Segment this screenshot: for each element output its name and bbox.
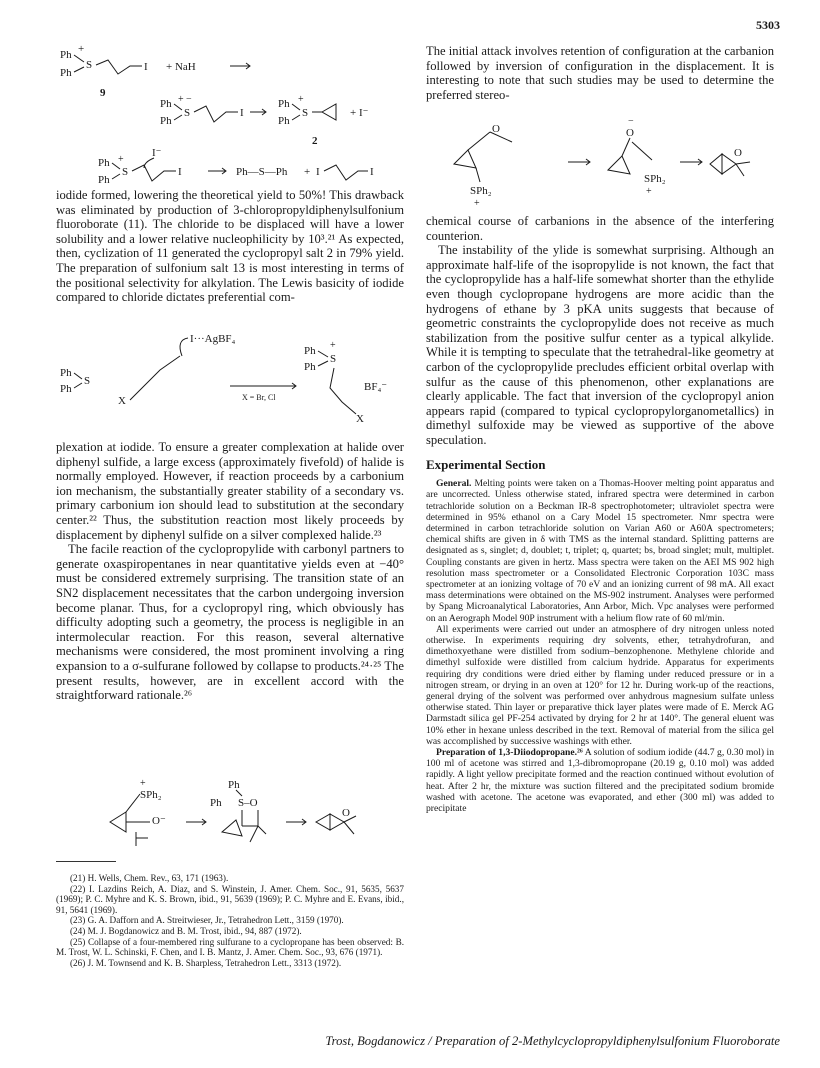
svg-text:I: I bbox=[240, 107, 244, 119]
svg-text:I: I bbox=[178, 166, 182, 178]
svg-text:+: + bbox=[178, 94, 184, 105]
svg-text:X: X bbox=[356, 413, 364, 425]
svg-text:SPh₂: SPh₂ bbox=[140, 789, 162, 801]
svg-text:S: S bbox=[84, 375, 91, 387]
svg-text:Ph: Ph bbox=[98, 174, 110, 186]
svg-text:Ph: Ph bbox=[60, 383, 72, 395]
svg-text:−: − bbox=[186, 94, 192, 105]
svg-text:Ph: Ph bbox=[160, 98, 172, 110]
footnote-rule bbox=[56, 861, 116, 862]
references bbox=[56, 873, 404, 968]
svg-text:X = Br, Cl: X = Br, Cl bbox=[242, 393, 276, 402]
right-paragraph-1: The initial attack involves retention of configuration at the carbanion followed by inversion of configuration in the displacement. It is interesting to note that such studies may be used to determine the preferred stereo- bbox=[426, 44, 774, 102]
svg-text:Ph: Ph bbox=[60, 367, 72, 379]
left-paragraph-2: plexation at iodide. To ensure a greater complexation at halide over diphenyl sulfide, a large excess (approximately fivefold) of halide is normally employed. However, if reaction proceeds by a carbonium ion mechanism, the substantially greater stability of a secondary vs. primary carbonium ion should lead to substitution at the secondary center.²² Thus, the substitution reaction most likely proceeds by displacement by diphenyl sulfide on a silver complexed halide.²³ The facile reaction of the cyclopropylide with carbonyl partners to generate oxaspiropentanes in near quantitative yields even at −40° must be considered extremely surprising. The transition state of an SN2 displacement necessitates that the carbon undergoing inversion become planar. Thus, for a cyclopropyl ring, which obviously has difficulty adopting such a geometry, the process is negligible in an intermolecular reaction. For this reason, several alternative mechanisms were considered, the most prominent involving a ring expansion to a σ-sulfurane followed by collapse to products.²⁴·²⁵ The present results, however, are in excellent accord with the straightforward rationale.²⁶ bbox=[56, 440, 404, 703]
svg-text:S: S bbox=[86, 59, 93, 71]
svg-text:BF₄⁻: BF₄⁻ bbox=[364, 381, 388, 393]
svg-text:+: + bbox=[646, 186, 652, 197]
right-paragraph-2: chemical course of carbanions in the absence of the interfering counterion. The instability of the ylide is somewhat surprising. Although an approximate half-life of the isopropylide is not known, the fact that the cyclopropylide has a half-life somewhat shorter than the ethylide even though cyclopropane hydrogens are more acidic than the hydrogens of ethane by 3 pKA units suggests that because of geometric constraints the cyclopropylide does not receive as much stabilization from the positive sulfur center as a typical alkylide. While it is tempting to speculate that the tetrahedral-like geometry at carbon of the cyclopropylide precludes efficient orbital overlap with sulfur as the cause of this phenomenon, other explanations are clearly applicable. The fact that inversion of the cyclopropyl anion appears rapid (compared to typical cyclopropylorganometallics) in dimethyl sulfoxide may be viewed as supportive of the above speculation. Experimental Section General. Melting points were taken on a Thomas-Hoover melting point apparatus and are uncorrected. Unless otherwise stated, infrared spectra were determined in carbon tetrachloride solution on a Beckman IR-8 spectrophotometer; ultraviolet spectra were determined in 95% ethanol on a Cary Model 15 spectrometer. Nmr spectra were determined in carbon tetrachloride solution on Varian A60 or A60A spectrometers; chemical shifts are given in δ with TMS as the internal standard. Splitting patterns are designated as s, singlet; d, doublet; t, triplet; q, quartet; bs, broad singlet; mult, multiplet. Coupling constants are given in hertz. Mass spectra were taken on the AEI MS 902 high resolution mass spectrometer or a Consolidated Electronic Corporation 103C mass spectrometer at an ionizing voltage of 70 eV and an ionizing current of 98 mA. All exact mass determinations were obtained on the MS-902 instrument. Analyses were performed by Spang Microanalytical Laboratories, Ann Arbor, Mich. Vpc analyses were performed on an Aerograph Model 90P instrument with a helium flow rate of 60 ml/min. All experiments were carried out under an atmosphere of dry nitrogen unless noted otherwise. In experiments requiring dry solvents, ether, tetrahydrofuran, and dimethoxyethane were distilled from sodium–benzophenone. Methylene chloride and dimethyl sulfoxide were distilled from calcium hydride. Apparatus for experiments requiring dry conditions were dried either by flaming under reduced pressure or in a nitrogen stream, or drying in an oven at 120° for 12 hr. During work-up of the reactions, general drying of the solvent was performed over anhydrous magnesium sulfate unless otherwise stated. Thin layer or preparative thick layer plates were made of E. Merck AG Darmstadt silica gel PF-254 activated by drying for 2 hr at 140°. The general eluent was 10% ether in hexane unless described in the text. Removal of material from the silica gel was accomplished by successive washings with ether. Preparation of 1,3-Diiodopropane.²⁶ A solution of sodium iodide (44.7 g, 0.30 mol) in 100 ml of acetone was stirred and 1,3-dibromopropane (20.19 g, 0.10 mol) was added rapidly. A light yellow precipitate formed and the reaction continued without evolution of heat. After 2 hr, the mixture was suction filtered and the precipitated sodium bromide washed with acetone. The acetone was evaporated, and ether (300 ml) was added to precipitate bbox=[426, 214, 774, 814]
svg-text:+: + bbox=[140, 778, 146, 789]
svg-text:O: O bbox=[626, 127, 634, 139]
svg-text:−: − bbox=[628, 116, 634, 127]
scheme-silver-complexation bbox=[60, 330, 400, 430]
svg-text:Ph: Ph bbox=[210, 797, 222, 809]
svg-text:Ph: Ph bbox=[278, 98, 290, 110]
svg-text:O: O bbox=[492, 123, 500, 135]
svg-text:Ph: Ph bbox=[228, 779, 240, 791]
svg-text:SPh₂: SPh₂ bbox=[644, 173, 666, 185]
svg-text:I: I bbox=[370, 166, 374, 178]
svg-text:+: + bbox=[330, 340, 336, 351]
svg-text:Ph: Ph bbox=[278, 115, 290, 127]
svg-text:Ph: Ph bbox=[304, 345, 316, 357]
svg-text:Ph: Ph bbox=[304, 361, 316, 373]
reference-23: (23) G. A. Dafforn and A. Streitwieser, Jr., Tetrahedron Lett., 3159 (1970). bbox=[70, 915, 344, 926]
page-number: 5303 bbox=[756, 18, 780, 32]
svg-text:O: O bbox=[342, 807, 350, 819]
reference-25: (25) Collapse of a four-membered ring sulfurane to a cyclopropane has been observed: B. M. Trost, W. L. Schinski, F. Chen, and I. B. Mantz, J. Amer. Chem. Soc., 93, 676 (1971). bbox=[56, 936, 404, 958]
svg-text:SPh₂: SPh₂ bbox=[470, 185, 492, 197]
svg-text:+ I⁻: + I⁻ bbox=[350, 107, 369, 119]
svg-text:Ph: Ph bbox=[160, 115, 172, 127]
svg-text:+: + bbox=[298, 94, 304, 105]
page-footer: Trost, Bogdanowicz / Preparation of 2-Methylcyclopropyldiphenylsulfonium Fluoroborate bbox=[325, 1034, 780, 1048]
scheme-stereochemistry bbox=[440, 112, 770, 208]
svg-text:Ph: Ph bbox=[98, 157, 110, 169]
left-paragraph-1: iodide formed, lowering the theoretical yield to 50%! This drawback was eliminated by production of 3-chloropropyldiphenylsulfonium fluoroborate (11). The chloride to be displaced will have a lower solubility and a lower relative nucleophilicity by 10³.²¹ As expected, then, cyclization of 11 generated the cyclopropyl salt 2 in 79% yield. The preparation of sulfonium salt 13 is most interesting in terms of the positional selectivity for alkylation. The Lewis basicity of iodide compared to chloride dictates preferential com- bbox=[56, 188, 404, 305]
reference-24: (24) M. J. Bogdanowicz and B. M. Trost, ibid., 94, 887 (1972). bbox=[70, 925, 302, 936]
svg-text:O: O bbox=[734, 147, 742, 159]
svg-text:+: + bbox=[118, 154, 124, 165]
scheme-plus: + bbox=[78, 43, 85, 55]
compound-9: 9 bbox=[100, 87, 106, 99]
svg-text:S: S bbox=[302, 107, 309, 119]
svg-text:Ph—S—Ph: Ph—S—Ph bbox=[236, 166, 288, 178]
svg-text:S: S bbox=[330, 353, 337, 365]
experimental-text: General. Melting points were taken on a Thomas-Hoover melting point apparatus and are uncorrected. Unless otherwise stated, infrared spectra were determined in carbon tetrachloride solution on a Beckman IR-8 spectrophotometer; ultraviolet spectra were determined in 95% ethanol on a Cary Model 15 spectrometer. Nmr spectra were determined in carbon tetrachloride solution on Varian A60 or A60A spectrometers; chemical shifts are given in δ with TMS as the internal standard. Splitting patterns are designated as s, singlet; d, doublet; t, triplet; q, quartet; bs, broad singlet; mult, multiplet. Coupling constants are given in hertz. Mass spectra were taken on the AEI MS 902 high resolution mass spectrometer or a Consolidated Electronic Corporation 103C mass spectrometer at an ionizing voltage of 70 eV and an ionizing current of 98 mA. All exact mass determinations were obtained on the MS-902 instrument. Analyses were performed by Spang Microanalytical Laboratories, Ann Arbor, Mich. Vpc analyses were performed on an Aerograph Model 90P instrument with a helium flow rate of 60 ml/min. All experiments were carried out under an atmosphere of dry nitrogen unless noted otherwise. In experiments requiring dry solvents, ether, tetrahydrofuran, and dimethoxyethane were distilled from sodium–benzophenone. Methylene chloride and dimethyl sulfoxide were distilled from calcium hydride. Apparatus for experiments requiring dry conditions were dried either by flaming under reduced pressure or in a nitrogen stream, or drying in an oven at 120° for 12 hr. During work-up of the reactions, general drying of the solvent was performed over anhydrous magnesium sulfate unless otherwise stated. Thin layer or preparative thick layer plates were made of E. Merck AG Darmstadt silica gel PF-254 activated by drying for 2 hr at 140°. The general eluent was 10% ether in hexane unless described in the text. Removal of material from the silica gel was accomplished by successive washings with ether. Preparation of 1,3-Diiodopropane.²⁶ A solution of sodium iodide (44.7 g, 0.30 mol) in 100 ml of acetone was stirred and 1,3-dibromopropane (20.19 g, 0.10 mol) was added rapidly. A light yellow precipitate formed and the reaction continued without evolution of heat. After 2 hr, the mixture was suction filtered and the precipitated sodium bromide washed with acetone. The acetone was evaporated, and ether (300 ml) was added to precipitate bbox=[426, 478, 774, 814]
svg-text:S: S bbox=[122, 166, 129, 178]
svg-text:+: + bbox=[474, 198, 480, 208]
reference-22: (22) I. Lazdins Reich, A. Diaz, and S. Winstein, J. Amer. Chem. Soc., 91, 5635, 5637 (1969); P. C. Myhre and K. S. Brown, ibid., 91, 5639 (1969); P. C. Myhre and E. Evans, ibid., 91, 5641 (1969). bbox=[56, 883, 404, 915]
svg-text:I···AgBF₄: I···AgBF₄ bbox=[190, 333, 236, 345]
svg-text:S: S bbox=[184, 107, 191, 119]
scheme-iodide-formation bbox=[60, 40, 400, 190]
svg-text:I: I bbox=[144, 61, 148, 73]
reference-21: (21) H. Wells, Chem. Rev., 63, 171 (1963). bbox=[70, 873, 229, 883]
svg-text:Ph: Ph bbox=[60, 49, 72, 61]
svg-text:S–O: S–O bbox=[238, 797, 258, 809]
compound-2: 2 bbox=[312, 135, 318, 147]
svg-text:X: X bbox=[118, 395, 126, 407]
svg-text:I⁻: I⁻ bbox=[152, 147, 162, 159]
scheme-sulfurane bbox=[96, 776, 396, 860]
svg-text:Ph: Ph bbox=[60, 67, 72, 79]
svg-text:+: + bbox=[304, 166, 311, 178]
svg-text:O⁻: O⁻ bbox=[152, 815, 166, 827]
section-title: Experimental Section bbox=[426, 456, 546, 472]
reference-26: (26) J. M. Townsend and K. B. Sharpless, Tetrahedron Lett., 3313 (1972). bbox=[70, 957, 342, 968]
svg-text:+ NaH: + NaH bbox=[166, 61, 196, 73]
svg-text:I: I bbox=[316, 166, 320, 178]
